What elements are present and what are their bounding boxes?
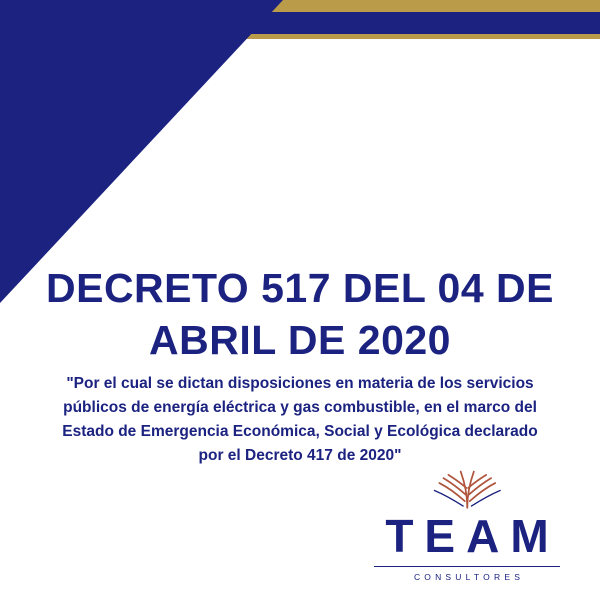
wings-icon — [418, 465, 517, 511]
logo-divider — [374, 566, 560, 567]
logo-tagline: CONSULTORES — [413, 572, 525, 582]
brand-logo — [352, 465, 582, 582]
page-title: DECRETO 517 DEL 04 DE ABRIL DE 2020 — [45, 265, 554, 364]
logo-wordmark: TEAM — [385, 510, 560, 562]
description-text: "Por el cual se dictan disposiciones en materia de los servicios públicos de energía eléctrica y gas combustible, en el marco del Estado de Emergencia Económica, Social y Ecológica declarado por el Decreto 417 de 2020" — [62, 375, 538, 465]
